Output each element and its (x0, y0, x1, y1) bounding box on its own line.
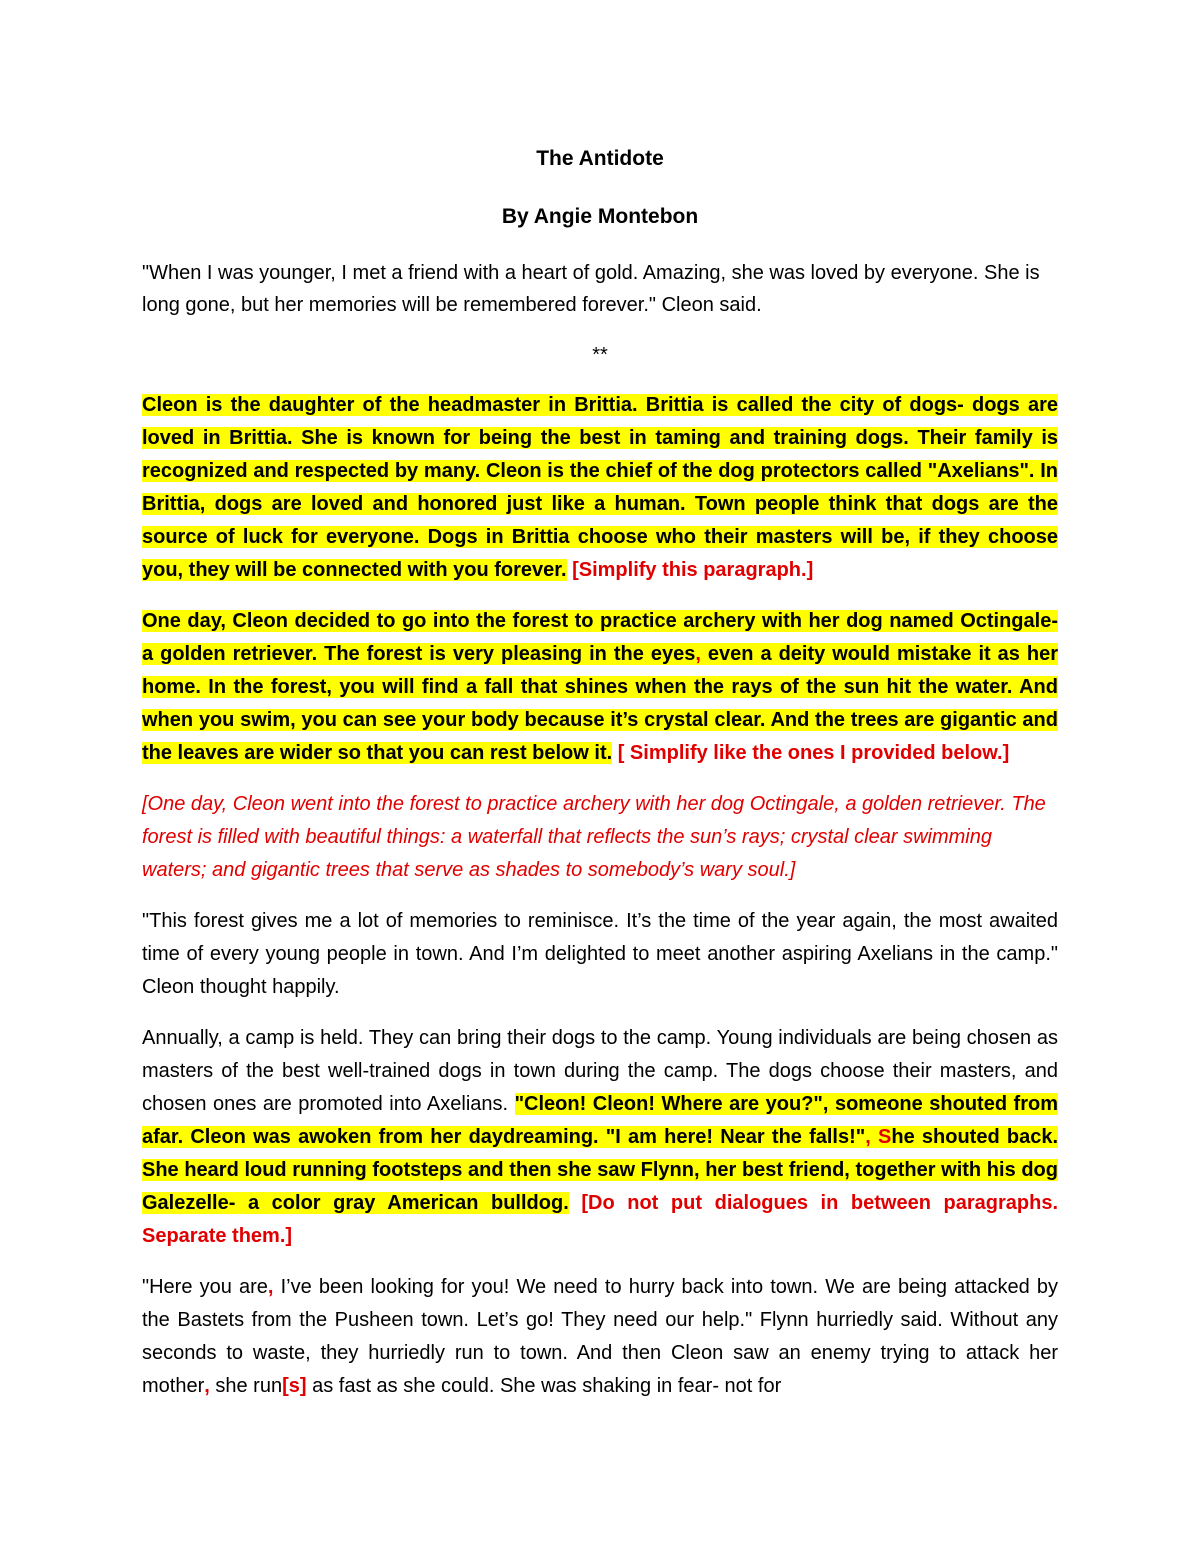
editor-comment: [Do not put dialogues in between paragraphs. Separate them.] (142, 1192, 1058, 1247)
editor-mark-bracket: [s] (282, 1375, 307, 1397)
plain-text: I’ve been looking for you! We need to hurry back into town. We are being attacked by the Bastets from the Pusheen town. Let’s go! They need our help." Flynn hurriedly said. Without any seconds to waste, they hurriedly run to town. And then Cleon saw an enemy trying to attack her mother (142, 1276, 1059, 1397)
plain-text: as fast as she could. She was shaking in fear- not for (306, 1375, 782, 1397)
plain-text: "Here you are (142, 1276, 268, 1298)
plain-text: Annually, a camp is held. They can bring their dogs to the camp. Young individuals are being chosen as masters of the best well-trained dogs in town during the camp. The dogs choose their masters, and chosen ones are promoted into Axelians. (142, 1027, 1058, 1115)
editor-mark-comma: , (267, 1276, 274, 1298)
opening-quote: "When I was younger, I met a friend with a heart of gold. Amazing, she was loved by everyone. She is long gone, but her memories will be remembered forever." Cleon said. (142, 262, 1040, 316)
editor-comment: [ Simplify like the ones I provided below.] (612, 742, 1010, 764)
editor-comment: [Simplify this paragraph.] (566, 559, 814, 581)
highlighted-text: ". In Brittia, dogs are loved and honored just like a human. Town people think that dogs are the source of luck for everyone. Dogs in Brittia choose who their masters will be, if they choose you, they will be connected with you forever. (142, 460, 1059, 581)
document-body (142, 143, 1058, 1403)
highlighted-text: even a deity would mistake it as her home. In the forest, you will find a fall that shines when the rays of the sun hit the water. And when you swim, you can see your body because it’s crystal clear. And the trees are gigantic and the leaves are wider so that you can rest below it. (142, 643, 1059, 764)
paragraph-1 (142, 389, 1058, 587)
paragraph-5 (142, 1022, 1058, 1253)
editor-mark-comma: , (695, 643, 701, 665)
axelians-term: Axelians (937, 460, 1020, 482)
editor-suggestion (142, 788, 1058, 887)
document-title: The Antidote (536, 147, 664, 170)
suggestion-text: [One day, Cleon went into the forest to practice archery with her dog Octingale, a golden retriever. The forest is filled with beautiful things: a waterfall that reflects the sun’s rays; crystal clear swimming waters; and gigantic trees that serve as shades to somebody’s wary soul.] (142, 793, 1046, 881)
highlighted-text: he shouted back. She heard loud running footsteps and then she saw Flynn, her best friend, together with his dog Galezelle- a color gray American bulldog. (142, 1126, 1058, 1214)
plain-text: she run (209, 1375, 283, 1397)
highlighted-text: One day, Cleon decided to go into the forest to practice archery with her dog named Octingale- a golden retriever. The forest is very pleasing in the eyes (142, 610, 1058, 665)
editor-mark: , S (865, 1126, 892, 1148)
highlighted-dialogue: "Cleon! Cleon! Where are you?", someone shouted from afar. Cleon was awoken from her daydreaming. "I am here! Near the falls!" (142, 1093, 1058, 1148)
highlighted-text: Cleon is the daughter of the headmaster in Brittia. Brittia is called the city of dogs- dogs are loved in Brittia. She is known for being the best in taming and training dogs. Their family is recognized and respected by many. Cleon is the chief of the dog protectors called " (142, 394, 1058, 482)
paragraph-4: "This forest gives me a lot of memories to reminisce. It’s the time of the year again, the most awaited time of every young people in town. And I’m delighted to meet another aspiring Axelians in the camp." Cleon thought happily. (142, 910, 1058, 998)
section-separator: ** (592, 344, 608, 366)
document-author: By Angie Montebon (501, 205, 699, 228)
editor-mark-comma: , (204, 1375, 210, 1397)
paragraph-2 (142, 605, 1058, 770)
paragraph-6 (142, 1271, 1058, 1403)
